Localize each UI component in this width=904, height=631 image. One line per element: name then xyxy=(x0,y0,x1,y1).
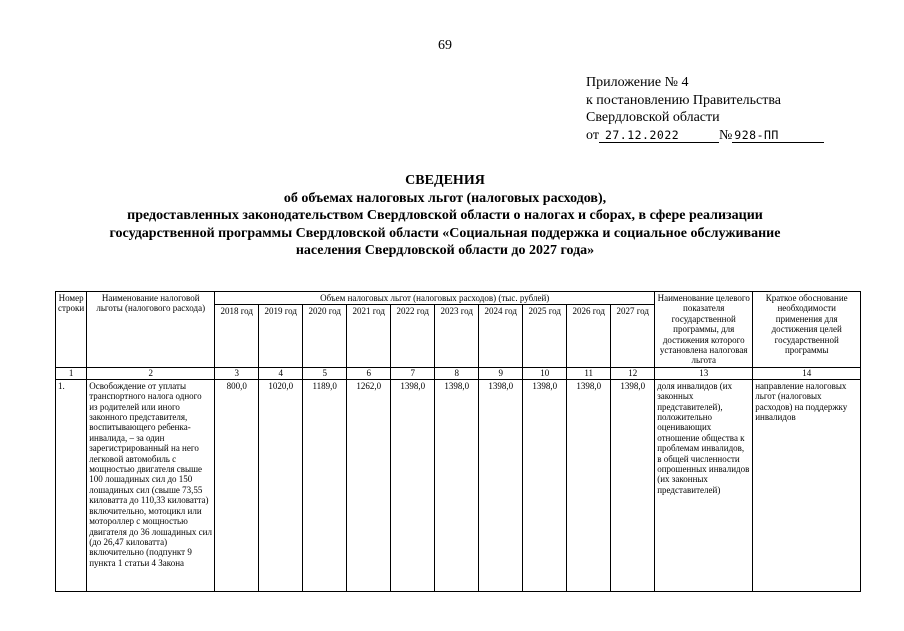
column-number: 6 xyxy=(347,368,391,379)
title-line-1: об объемах налоговых льгот (налоговых расходов), xyxy=(283,190,607,206)
header-volume: Объем налоговых льгот (налоговых расходов) (тыс. рублей) xyxy=(215,292,655,305)
date-prefix: от xyxy=(586,127,599,143)
column-number: 11 xyxy=(567,368,611,379)
header-benefit-name: Наименование налоговой льготы (налогового расхода) xyxy=(87,292,215,368)
column-number: 8 xyxy=(435,368,479,379)
value-cell: 1262,0 xyxy=(347,379,391,591)
header-indicator: Наименование целевого показателя государственной программы, для достижения которого установлена налоговая льгота xyxy=(655,292,753,368)
header-year: 2020 год xyxy=(303,305,347,368)
column-number: 5 xyxy=(303,368,347,379)
value-cell: 1398,0 xyxy=(611,379,655,591)
document-title xyxy=(0,172,890,260)
resolution-number: 928-ПП xyxy=(732,128,824,143)
column-number: 12 xyxy=(611,368,655,379)
page-number: 69 xyxy=(438,38,452,53)
title-line-4: населения Свердловской области до 2027 года» xyxy=(295,243,595,259)
header-year: 2019 год xyxy=(259,305,303,368)
column-number: 13 xyxy=(655,368,753,379)
header-year: 2025 год xyxy=(523,305,567,368)
rationale-cell: направление налоговых льгот (налоговых расходов) на поддержку инвалидов xyxy=(753,379,861,591)
benefit-description: Освобождение от уплаты транспортного налога одного из родителей или иного законного представителя, воспитывающего ребенка-инвалида, – за один зарегистрированный на него легковой автомобиль с мощностью двигателя свыше 100 лошадиных сил до 150 лошадиных сил (свыше 73,55 киловатта до 110,33 киловатта) включительно, мотоцикл или мотороллер с мощностью двигателя до 36 лошадиных сил (до 26,47 киловатта) включительно (подпункт 9 пункта 1 статьи 4 Закона xyxy=(87,379,215,591)
appendix-line-2: к постановлению Правительства xyxy=(586,92,782,108)
header-year: 2026 год xyxy=(567,305,611,368)
value-cell: 1398,0 xyxy=(567,379,611,591)
column-number: 10 xyxy=(523,368,567,379)
value-cell: 1398,0 xyxy=(391,379,435,591)
header-year: 2021 год xyxy=(347,305,391,368)
table-row xyxy=(56,379,861,591)
title-line-2: предоставленных законодательством Свердловской области о налогах и сборах, в сфере реализации xyxy=(127,208,763,224)
tax-benefits-table xyxy=(55,291,861,592)
header-year: 2022 год xyxy=(391,305,435,368)
column-number: 1 xyxy=(56,368,87,379)
column-number: 9 xyxy=(479,368,523,379)
row-number: 1. xyxy=(56,379,87,591)
appendix-block xyxy=(586,74,824,144)
column-number: 7 xyxy=(391,368,435,379)
column-numbers-row xyxy=(56,368,861,379)
value-cell: 800,0 xyxy=(215,379,259,591)
column-number: 14 xyxy=(753,368,861,379)
column-number: 3 xyxy=(215,368,259,379)
title-line-3: государственной программы Свердловской области «Социальная поддержка и социальное обслуживание xyxy=(109,225,781,241)
appendix-line-1: Приложение № 4 xyxy=(586,75,689,90)
title-heading: СВЕДЕНИЯ xyxy=(405,173,485,188)
header-year: 2018 год xyxy=(215,305,259,368)
value-cell: 1398,0 xyxy=(435,379,479,591)
resolution-date: 27.12.2022 xyxy=(599,128,719,143)
column-number: 2 xyxy=(87,368,215,379)
value-cell: 1189,0 xyxy=(303,379,347,591)
appendix-line-3: Свердловской области xyxy=(586,110,720,125)
column-number: 4 xyxy=(259,368,303,379)
header-rationale: Краткое обоснование необходимости применения для достижения целей государственной программы xyxy=(753,292,861,368)
indicator-cell: доля инвалидов (их законных представителей), положительно оценивающих отношение общества к проблемам инвалидов, в общей численности опрошенных инвалидов (их законных представителей) xyxy=(655,379,753,591)
header-year: 2027 год xyxy=(611,305,655,368)
header-row-number: Номер строки xyxy=(56,292,87,368)
header-row-1 xyxy=(56,292,861,305)
value-cell: 1398,0 xyxy=(523,379,567,591)
value-cell: 1020,0 xyxy=(259,379,303,591)
value-cell: 1398,0 xyxy=(479,379,523,591)
header-year: 2024 год xyxy=(479,305,523,368)
appendix-date-line xyxy=(586,127,824,145)
number-prefix: № xyxy=(718,127,733,143)
header-year: 2023 год xyxy=(435,305,479,368)
